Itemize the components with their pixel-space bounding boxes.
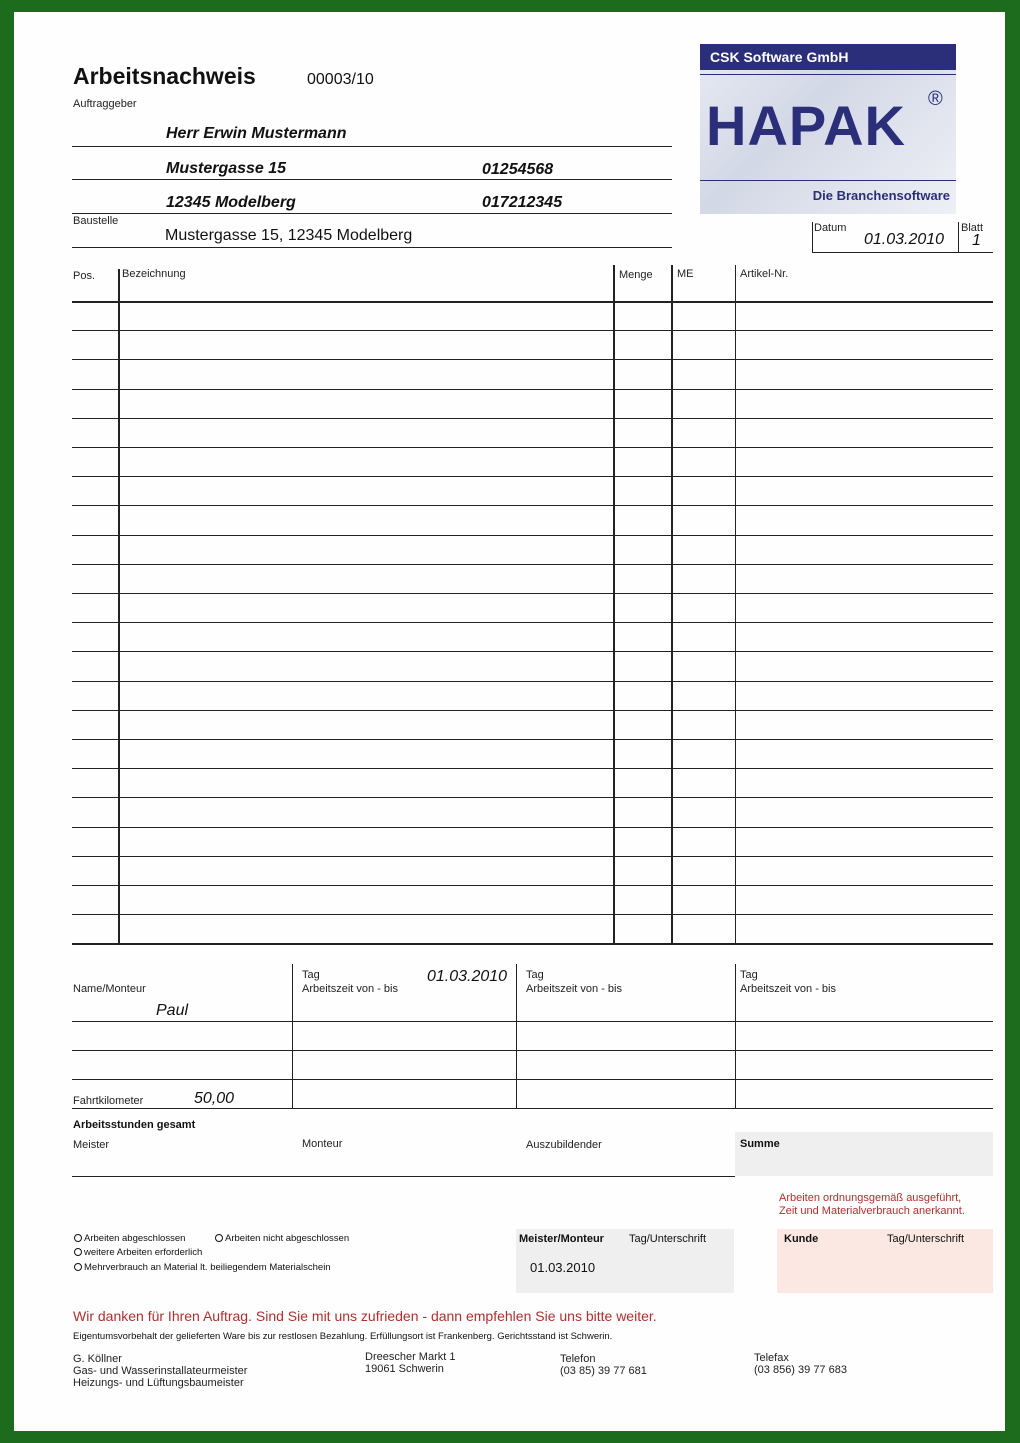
telefax-label: Telefax [754,1352,789,1364]
client-street: Mustergasse 15 [166,160,287,177]
footer-line-2: Gas- und Wasserinstallateurmeister [73,1365,248,1377]
kunde-label: Kunde [784,1233,819,1245]
table-row[interactable] [72,651,993,680]
divider [735,964,736,1108]
meister-tag-unterschrift: Tag/Unterschrift [629,1233,707,1245]
form-page [14,12,1005,1431]
summe-box [735,1132,993,1176]
divider [958,222,959,252]
table-row[interactable] [72,447,993,476]
option-further-label: weitere Arbeiten erforderlich [84,1247,203,1258]
col-bezeichnung: Bezeichnung [122,268,186,280]
divider [72,1079,993,1080]
table-row[interactable] [72,389,993,418]
baustelle-label: Baustelle [73,215,119,227]
table-row[interactable] [72,418,993,447]
fahrtkilometer-value: 50,00 [194,1090,235,1107]
kunde-tag-unterschrift: Tag/Unterschrift [887,1233,965,1245]
arbeitszeit-label-3: Arbeitszeit von - bis [740,983,836,995]
table-row[interactable] [72,622,993,651]
blatt-label: Blatt [961,222,984,234]
table-row[interactable] [72,856,993,885]
meister-label: Meister [73,1139,110,1151]
table-row[interactable] [72,505,993,534]
divider [72,213,672,214]
footer-city: 19061 Schwerin [365,1363,444,1375]
option-extra-label: Mehrverbrauch an Material lt. beiliegendem Materialschein [84,1262,331,1273]
table-row[interactable] [72,476,993,505]
table-row[interactable] [72,768,993,797]
logo-registered: ® [928,88,943,110]
radio-icon[interactable] [74,1263,82,1271]
table-row[interactable] [72,593,993,622]
tag-label-3: Tag [740,969,758,981]
fahrtkilometer-label: Fahrtkilometer [73,1095,144,1107]
table-row[interactable] [72,535,993,564]
option-extra[interactable] [74,1262,331,1273]
table-row[interactable] [72,564,993,593]
kunde-signature-box[interactable] [777,1229,993,1293]
table-row[interactable] [72,739,993,768]
arbeitszeit-label-1: Arbeitszeit von - bis [302,983,398,995]
column-divider [613,265,615,943]
divider [812,222,813,252]
radio-icon[interactable] [74,1248,82,1256]
auftraggeber-label: Auftraggeber [73,98,137,110]
footer-company [73,1353,247,1389]
name-monteur-value: Paul [156,1002,189,1019]
logo-company: CSK Software GmbH [700,44,956,70]
divider [72,1176,735,1177]
hapak-logo [700,44,956,214]
datum-label: Datum [814,222,847,234]
footer-street: Dreescher Markt 1 [365,1351,456,1363]
divider [700,74,956,75]
meister-signature-box[interactable] [516,1229,734,1293]
table-row[interactable] [72,681,993,710]
column-divider [118,269,120,943]
divider [72,179,672,180]
table-row[interactable] [72,914,993,943]
divider [516,964,517,1108]
logo-brand: HAPAK [706,94,906,157]
tag-value-1: 01.03.2010 [427,968,508,985]
client-city: 12345 Modelberg [166,194,296,211]
azubi-label: Auszubildender [526,1139,602,1151]
table-row[interactable] [72,359,993,388]
col-pos: Pos. [73,270,96,282]
arbeitszeit-label-2: Arbeitszeit von - bis [526,983,622,995]
meister-date: 01.03.2010 [530,1260,596,1275]
thanks-text: Wir danken für Ihren Auftrag. Sind Sie mit uns zufrieden - dann empfehlen Sie uns bitte weiter. [73,1308,657,1324]
summe-label: Summe [740,1138,780,1150]
divider [72,1050,993,1051]
divider [700,180,956,181]
footer-telefon [560,1353,647,1377]
divider [72,247,672,248]
option-not-done[interactable] [215,1233,349,1244]
meister-monteur-label: Meister/Monteur [519,1233,604,1245]
arbeitsstunden-title: Arbeitsstunden gesamt [73,1119,196,1131]
table-row[interactable] [72,710,993,739]
option-done-label: Arbeiten abgeschlossen [84,1233,186,1244]
datum-value: 01.03.2010 [864,231,945,248]
footer-address [365,1351,455,1375]
footer-line-3: Heizungs- und Lüftungsbaumeister [73,1377,244,1389]
document-number: 00003/10 [307,71,374,88]
divider [292,964,293,1108]
row-divider [72,943,993,945]
col-me: ME [677,268,694,280]
option-further[interactable] [74,1247,202,1258]
footer-telefax [754,1352,847,1376]
table-row[interactable] [72,827,993,856]
column-divider [671,265,673,943]
divider [72,1021,993,1022]
radio-icon[interactable] [74,1234,82,1242]
column-divider [735,265,736,943]
col-artikel: Artikel-Nr. [740,268,789,280]
telefax-value: (03 856) 39 77 683 [754,1364,847,1376]
logo-tagline: Die Branchensoftware [812,188,950,203]
divider [812,252,993,253]
client-phone-2: 017212345 [482,194,563,211]
client-phone-1: 01254568 [482,161,554,178]
col-menge: Menge [619,269,653,281]
footer-name: G. Köllner [73,1353,122,1365]
legal-text: Eigentumsvorbehalt der gelieferten Ware bis zur restlosen Bezahlung. Erfüllungsort ist Frankenberg. Gerichtsstand ist Schwerin. [73,1331,613,1342]
table-row[interactable] [72,885,993,914]
client-name: Herr Erwin Mustermann [166,125,347,142]
telefon-label: Telefon [560,1353,596,1365]
blatt-value: 1 [972,232,981,249]
table-row[interactable] [72,797,993,826]
page-title: Arbeitsnachweis [73,63,256,89]
tag-label-1: Tag [302,969,320,981]
acknowledgement-text [779,1192,965,1218]
ack-line-2: Zeit und Materialverbrauch anerkannt. [779,1205,965,1217]
option-done[interactable] [74,1233,185,1244]
name-monteur-label: Name/Monteur [73,983,146,995]
baustelle-value: Mustergasse 15, 12345 Modelberg [165,227,413,244]
ack-line-1: Arbeiten ordnungsgemäß ausgeführt, [779,1192,962,1204]
tag-label-2: Tag [526,969,544,981]
table-row[interactable] [72,301,993,330]
table-row[interactable] [72,330,993,359]
option-not-done-label: Arbeiten nicht abgeschlossen [225,1233,350,1244]
divider [72,146,672,147]
radio-icon[interactable] [215,1234,223,1242]
divider [72,1108,993,1109]
telefon-value: (03 85) 39 77 681 [560,1365,647,1377]
monteur-label: Monteur [302,1138,343,1150]
